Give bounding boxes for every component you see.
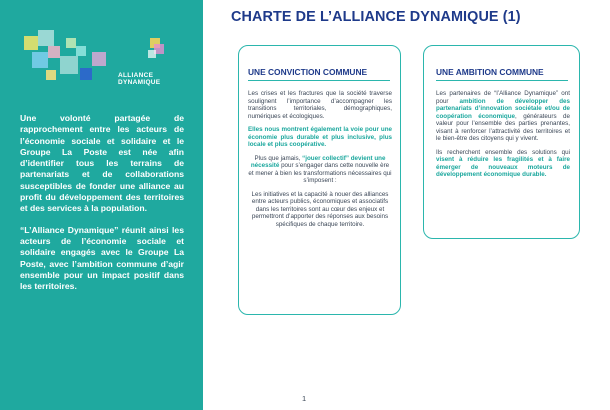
conviction-divider [248, 80, 390, 81]
intro-text [20, 113, 184, 302]
conviction-paragraph-4: Les initiatives et la capacité à nouer des alliances entre acteurs publics, économiques et associatifs dans les territoires sont au cœur des enjeux et permettront d’apporter des réponses aux besoins spécifiques de chaque territoire. [251, 190, 389, 228]
ambition-divider [436, 80, 568, 81]
conviction-p3-text-end: pour s’engager dans cette nouvelle ère et mener à bien les transformations nécessaires qui s’imposent : [248, 162, 392, 184]
logo-line2: DYNAMIQUE [118, 79, 161, 86]
page-number: 1 [302, 394, 307, 403]
ambition-p2-text: Ils recherchent ensemble des solutions qui [436, 148, 570, 156]
conviction-heading: UNE CONVICTION COMMUNE [248, 67, 368, 77]
left-panel [0, 0, 203, 410]
conviction-p3-highlight: “jouer collectif” devient une nécessité [250, 154, 386, 169]
ambition-p2-highlight: visent à réduire les fragilités et à faire émerger de nouveaux moteurs de développement économique durable. [436, 156, 570, 178]
logo-line1: ALLIANCE [118, 72, 154, 79]
ambition-body [436, 90, 570, 185]
conviction-card [238, 45, 401, 315]
logo-wordmark [118, 72, 160, 86]
conviction-paragraph-3 [248, 155, 392, 185]
ambition-p1-text-end: , générateurs de valeur pour l’ensemble des parties prenantes, visant à renforcer l’attractivité des territoires et le bien-être des citoyens qui y vivent. [436, 112, 570, 142]
conviction-paragraph-2: Elles nous montrent également la voie pour une économie plus durable et plus inclusive, plus locale et plus coopérative. [248, 126, 392, 148]
conviction-body [248, 90, 392, 234]
intro-paragraph-2: “L’Alliance Dynamique” réunit ainsi les acteurs de l’économie sociale et solidaire engagés avec le Groupe La Poste, avec l’ambition commune d’agir ensemble pour un impact positif dans les territoires. [20, 224, 184, 292]
ambition-card [423, 45, 580, 239]
ambition-heading: UNE AMBITION COMMUNE [436, 67, 544, 77]
conviction-p3-text: Plus que jamais, [254, 154, 303, 162]
page-title: CHARTE DE L’ALLIANCE DYNAMIQUE (1) [231, 9, 521, 25]
intro-paragraph-1: Une volonté partagée de rapprochement entre les acteurs de l’économie sociale et solidaire et le Groupe La Poste est née afin d’identifier tous les terrains de partenariats et de collaborations susceptibles de fonder une alliance au profit du développement des territoires et des services à la population. [20, 113, 184, 214]
ambition-paragraph-2 [436, 149, 570, 179]
ambition-p1-highlight: ambition de développer des partenariats d’innovation sociétale et/ou de coopération économique [436, 97, 570, 120]
ambition-paragraph-1 [436, 90, 570, 143]
conviction-paragraph-1: Les crises et les fractures que la société traverse soulignent l’importance d’accompagner les transitions territoriales, démographiques, numériques et écologiques. [248, 90, 392, 120]
alliance-dynamique-logo [22, 28, 172, 88]
ambition-p1-text: Les partenaires de “l’Alliance Dynamique” ont pour [436, 90, 570, 105]
